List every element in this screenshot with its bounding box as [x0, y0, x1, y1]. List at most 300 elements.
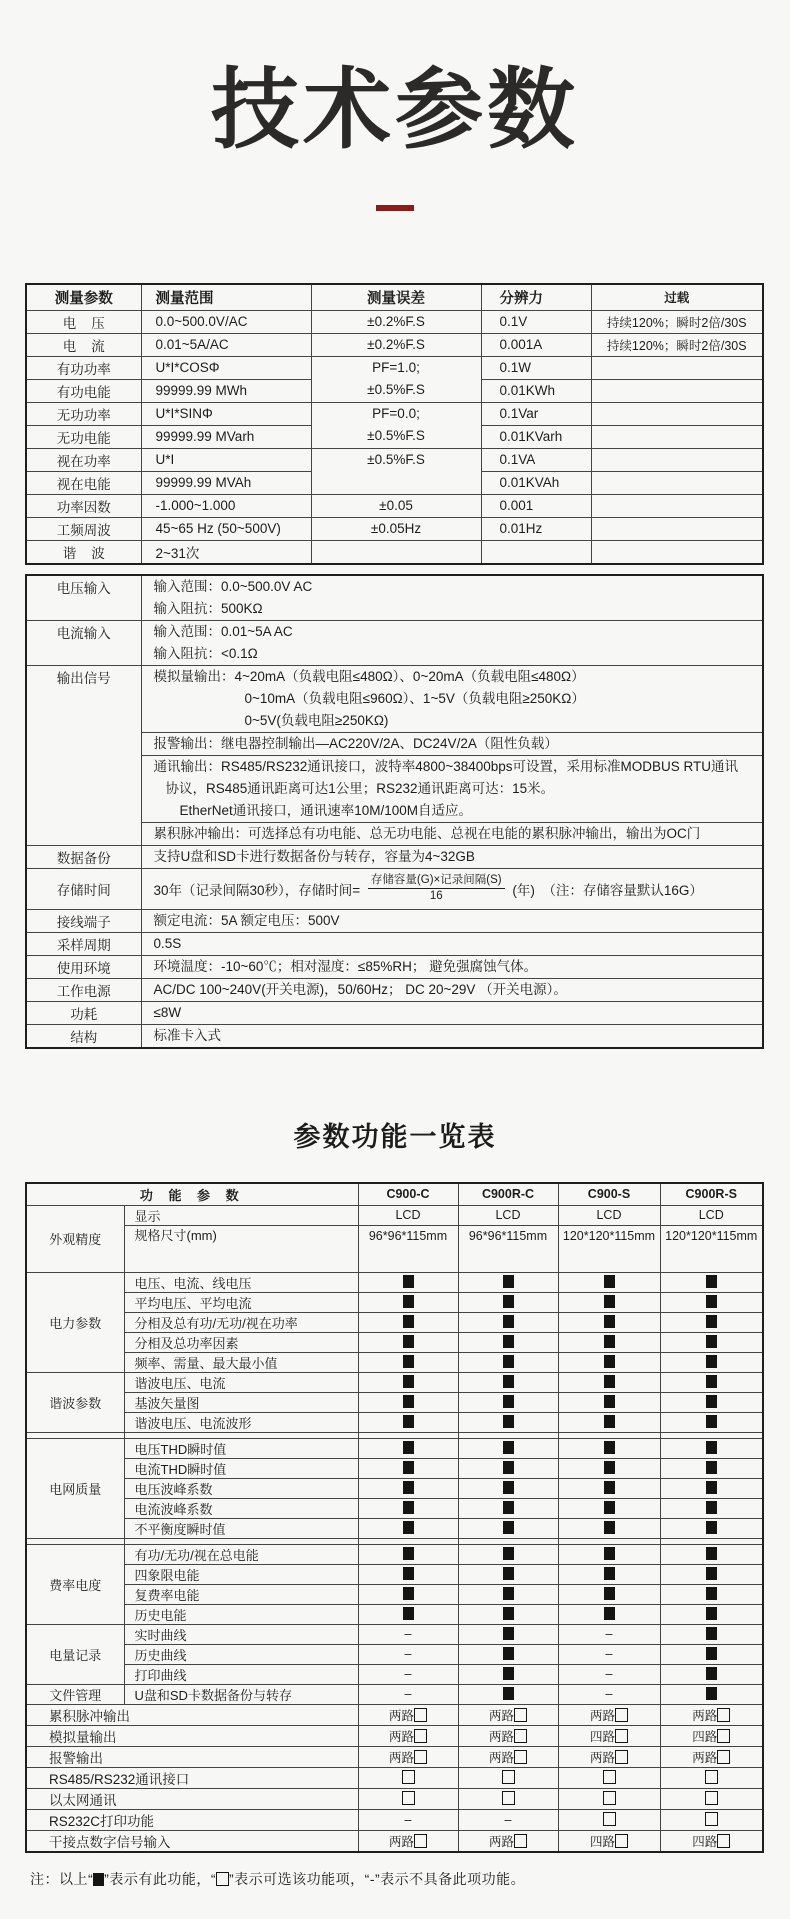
value-cell: 两路 [558, 1704, 660, 1725]
feature-label: 基波矢量图 [124, 1392, 358, 1412]
group-label: 谐波参数 [26, 1372, 124, 1432]
table-row [26, 494, 763, 517]
feature-label: 分相及总功率因素 [124, 1332, 358, 1352]
table-cell [141, 665, 763, 732]
table-row [26, 1624, 763, 1644]
table-row [26, 1412, 763, 1432]
value-cell [558, 1292, 660, 1312]
value-cell [660, 1478, 763, 1498]
filled-square-icon [503, 1607, 514, 1620]
table-row [26, 909, 763, 932]
table-cell: 工频周波 [26, 517, 141, 540]
text-line: 额定电流：5A 额定电压：500V [153, 912, 340, 928]
cell-line: PF=0.0; [372, 406, 420, 422]
value-cell [660, 1564, 763, 1584]
open-square-icon [603, 1770, 616, 1784]
table-row [26, 517, 763, 540]
filled-square-icon [706, 1647, 717, 1660]
feature-label: 复费率电能 [124, 1584, 358, 1604]
table-cell: 视在功率 [26, 448, 141, 471]
table-cell [141, 978, 763, 1001]
value-cell [458, 1624, 558, 1644]
cell-line: ±0.5%F.S [367, 428, 425, 444]
filled-square-icon [503, 1667, 514, 1680]
table-row [26, 1205, 763, 1225]
table-cell: 0.01Hz [481, 517, 591, 540]
value-cell [458, 1664, 558, 1684]
table-row [26, 1518, 763, 1538]
column-header-model: C900R-C [458, 1183, 558, 1206]
table-cell [141, 575, 763, 621]
table-row [26, 1001, 763, 1024]
feature-label: 电压波峰系数 [124, 1478, 358, 1498]
group-label: 电量记录 [26, 1624, 124, 1684]
table-cell: 无功电能 [26, 425, 141, 448]
row-label: 结构 [26, 1024, 141, 1048]
text-line: 报警输出：继电器控制输出—AC220V/2A、DC24V/2A（阻性负载） [153, 735, 558, 751]
table-cell: 0.1Var [481, 402, 591, 425]
filled-square-icon [706, 1335, 717, 1348]
filled-square-icon [604, 1355, 615, 1368]
value-cell [558, 1604, 660, 1624]
table-row [26, 1312, 763, 1332]
value-cell [558, 1372, 660, 1392]
table-row [26, 1788, 763, 1809]
filled-square-icon [604, 1375, 615, 1388]
filled-square-icon [503, 1375, 514, 1388]
value-cell [660, 1352, 763, 1372]
value-cell [558, 1518, 660, 1538]
table-row [26, 540, 763, 564]
filled-square-icon [604, 1441, 615, 1454]
filled-square-icon [706, 1521, 717, 1534]
table-cell [141, 822, 763, 845]
filled-square-icon [503, 1461, 514, 1474]
text-line: 累积脉冲输出：可选择总有功电能、总无功电能、总视在电能的累积脉冲输出，输出为OC门 [153, 825, 701, 841]
filled-square-icon [706, 1375, 717, 1388]
value-cell: 两路 [660, 1704, 763, 1725]
filled-square-icon [503, 1647, 514, 1660]
value-cell: LCD [458, 1205, 558, 1225]
table-cell [591, 425, 763, 448]
value-cell [358, 1498, 458, 1518]
table-cell [141, 620, 763, 665]
row-label: 功耗 [26, 1001, 141, 1024]
value-cell [358, 1788, 458, 1809]
filled-square-icon [706, 1295, 717, 1308]
value-cell [660, 1498, 763, 1518]
value-cell [458, 1332, 558, 1352]
column-header-model: C900-C [358, 1183, 458, 1206]
table-cell [591, 540, 763, 564]
filled-square-icon [706, 1441, 717, 1454]
table-cell: U*I [141, 448, 311, 471]
value-cell [660, 1624, 763, 1644]
value-cell [660, 1272, 763, 1292]
function-table-body [26, 1183, 763, 1852]
feature-label: 历史电能 [124, 1604, 358, 1624]
open-square-icon [414, 1834, 427, 1848]
value-cell [660, 1584, 763, 1604]
value-cell: 四路 [660, 1725, 763, 1746]
table-row [26, 932, 763, 955]
value-cell [358, 1544, 458, 1564]
table-row [26, 1392, 763, 1412]
open-square-icon [717, 1834, 730, 1848]
table-cell: 0.1W [481, 356, 591, 379]
text-line: ≤8W [153, 1004, 182, 1020]
function-overview-table [25, 1182, 764, 1853]
table-cell [141, 845, 763, 868]
value-cell: – [558, 1684, 660, 1704]
table-cell: 谐 波 [26, 540, 141, 564]
table-cell [591, 471, 763, 494]
table-row [26, 1564, 763, 1584]
value-cell [558, 1564, 660, 1584]
value-cell: 两路 [358, 1746, 458, 1767]
value-cell: 两路 [558, 1746, 660, 1767]
table-cell: 0.01KVarh [481, 425, 591, 448]
feature-label: 电压、电流、线电压 [124, 1272, 358, 1292]
feature-label: 电流波峰系数 [124, 1498, 358, 1518]
filled-square-icon [604, 1501, 615, 1514]
table-row [26, 1498, 763, 1518]
filled-square-icon [503, 1335, 514, 1348]
filled-square-icon [403, 1335, 414, 1348]
table-row [26, 1478, 763, 1498]
filled-square-icon [604, 1461, 615, 1474]
table-cell [141, 1001, 763, 1024]
filled-square-icon [403, 1521, 414, 1534]
table-row [26, 310, 763, 333]
value-cell [558, 1312, 660, 1332]
open-square-icon [414, 1750, 427, 1764]
table-row [26, 868, 763, 909]
value-cell [660, 1644, 763, 1664]
table-cell: 电 流 [26, 333, 141, 356]
table-cell [141, 932, 763, 955]
column-header: 测量范围 [141, 284, 311, 311]
filled-square-icon [403, 1275, 414, 1288]
table-header-row [26, 1183, 763, 1206]
table-row [26, 333, 763, 356]
table-row [26, 402, 763, 425]
value-cell [458, 1392, 558, 1412]
value-cell [458, 1372, 558, 1392]
value-cell: 两路 [458, 1725, 558, 1746]
filled-square-icon [706, 1275, 717, 1288]
open-square-icon [514, 1750, 527, 1764]
value-cell [358, 1312, 458, 1332]
open-square-icon [705, 1812, 718, 1826]
value-cell: 两路 [458, 1830, 558, 1852]
filled-square-icon [604, 1315, 615, 1328]
table-row [26, 955, 763, 978]
table-row [26, 1292, 763, 1312]
footnote: 注：以上“ ”表示有此功能，“ ”表示可选该功能项，“-”表示不具备此项功能。 [30, 1870, 526, 1887]
value-cell: – [358, 1684, 458, 1704]
table-row [26, 1746, 763, 1767]
value-cell [458, 1312, 558, 1332]
value-cell [458, 1584, 558, 1604]
feature-label: 模拟量输出 [26, 1725, 358, 1746]
filled-square-icon [503, 1547, 514, 1560]
value-cell: 四路 [558, 1830, 660, 1852]
filled-square-icon [503, 1567, 514, 1580]
row-label: 电压输入 [26, 575, 141, 621]
value-cell [660, 1438, 763, 1458]
table-row [26, 1664, 763, 1684]
column-header: 测量参数 [26, 284, 141, 311]
feature-label: 干接点数字信号输入 [26, 1830, 358, 1852]
filled-square-icon [403, 1481, 414, 1494]
open-square-icon [603, 1812, 616, 1826]
column-header: 分辨力 [481, 284, 591, 311]
value-cell: 两路 [660, 1746, 763, 1767]
value-cell [660, 1684, 763, 1704]
value-cell [358, 1564, 458, 1584]
feature-label: 规格尺寸(mm) [124, 1225, 358, 1272]
value-cell [558, 1332, 660, 1352]
value-cell [358, 1372, 458, 1392]
filled-square-icon [503, 1415, 514, 1428]
table-cell: 45~65 Hz (50~500V) [141, 517, 311, 540]
value-cell [358, 1332, 458, 1352]
text-line: 0~10mA（负载电阻≤960Ω）、1~5V（负载电阻≥250KΩ） [244, 690, 585, 706]
value-cell [458, 1788, 558, 1809]
group-label: 外观精度 [26, 1205, 124, 1272]
value-cell [458, 1518, 558, 1538]
filled-square-icon [403, 1547, 414, 1560]
table-cell [311, 402, 481, 448]
value-cell [558, 1498, 660, 1518]
cell-line: ±0.5%F.S [367, 452, 425, 468]
table-cell: 0.01KWh [481, 379, 591, 402]
table-row [26, 665, 763, 732]
value-cell [458, 1458, 558, 1478]
value-cell: 四路 [660, 1830, 763, 1852]
row-label: 采样周期 [26, 932, 141, 955]
feature-label: 平均电压、平均电流 [124, 1292, 358, 1312]
table-row [26, 1024, 763, 1048]
feature-label: 显示 [124, 1205, 358, 1225]
row-label: 输出信号 [26, 665, 141, 845]
table-row [26, 1809, 763, 1830]
cell-line: PF=1.0; [372, 360, 420, 376]
open-square-icon [705, 1791, 718, 1805]
value-cell: 两路 [458, 1704, 558, 1725]
open-square-icon [216, 1872, 229, 1886]
measurement-spec-table [25, 283, 764, 565]
feature-label: 不平衡度瞬时值 [124, 1518, 358, 1538]
filled-square-icon [706, 1627, 717, 1640]
formula-prefix: 30年（记录间隔30秒），存储时间= [153, 882, 364, 898]
table-cell: 电 压 [26, 310, 141, 333]
open-square-icon [514, 1729, 527, 1743]
cell-line [312, 471, 481, 493]
filled-square-icon [403, 1295, 414, 1308]
table-cell: 0.0~500.0V/AC [141, 310, 311, 333]
table-cell [141, 909, 763, 932]
value-cell [660, 1458, 763, 1478]
value-cell [458, 1412, 558, 1432]
text-line: 0.5S [153, 935, 182, 951]
value-cell [558, 1788, 660, 1809]
table-cell [591, 356, 763, 379]
value-cell [458, 1564, 558, 1584]
value-cell [660, 1332, 763, 1352]
filled-square-icon [403, 1587, 414, 1600]
table-cell: U*I*COSΦ [141, 356, 311, 379]
cell-line: ±0.5%F.S [367, 382, 425, 398]
filled-square-icon [503, 1481, 514, 1494]
filled-square-icon [604, 1295, 615, 1308]
value-cell: – [558, 1664, 660, 1684]
table-row [26, 1438, 763, 1458]
feature-label: 历史曲线 [124, 1644, 358, 1664]
value-cell [660, 1312, 763, 1332]
value-cell [660, 1372, 763, 1392]
filled-square-icon [604, 1607, 615, 1620]
value-cell: 两路 [458, 1746, 558, 1767]
open-square-icon [717, 1708, 730, 1722]
row-label: 数据备份 [26, 845, 141, 868]
column-header-model: C900-S [558, 1183, 660, 1206]
filled-square-icon [706, 1667, 717, 1680]
io-table-body [26, 575, 763, 1048]
filled-square-icon [403, 1315, 414, 1328]
io-spec-table [25, 574, 764, 1049]
feature-label: 谐波电压、电流 [124, 1372, 358, 1392]
table-cell [311, 448, 481, 494]
table-cell: 0.1VA [481, 448, 591, 471]
value-cell: 两路 [358, 1704, 458, 1725]
column-header: 过载 [591, 284, 763, 311]
filled-square-icon [503, 1687, 514, 1700]
feature-label: 分相及总有功/无功/视在功率 [124, 1312, 358, 1332]
fraction [368, 873, 505, 904]
value-cell [660, 1767, 763, 1788]
value-cell: LCD [660, 1205, 763, 1225]
value-cell [558, 1352, 660, 1372]
filled-square-icon [706, 1395, 717, 1408]
filled-square-icon [706, 1547, 717, 1560]
table-row [26, 620, 763, 665]
table-cell: 99999.99 MVAh [141, 471, 311, 494]
filled-square-icon [403, 1501, 414, 1514]
fraction-numerator: 存储容量(G)×记录间隔(S) [368, 873, 505, 889]
filled-square-icon [706, 1461, 717, 1474]
value-cell [660, 1604, 763, 1624]
text-line: 协议，RS485通讯距离可达1公里；RS232通讯距离可达：15米。 [165, 780, 555, 796]
open-square-icon [615, 1729, 628, 1743]
value-cell [358, 1392, 458, 1412]
value-cell: – [358, 1624, 458, 1644]
value-cell: – [458, 1809, 558, 1830]
filled-square-icon [503, 1275, 514, 1288]
table-row [26, 1830, 763, 1852]
open-square-icon [414, 1708, 427, 1722]
value-cell [558, 1458, 660, 1478]
value-cell [458, 1292, 558, 1312]
table-cell [591, 402, 763, 425]
table-row [26, 1372, 763, 1392]
filled-square-icon [403, 1441, 414, 1454]
filled-square-icon [604, 1521, 615, 1534]
text-line: 输入阻抗：500KΩ [153, 600, 263, 616]
feature-label: 打印曲线 [124, 1664, 358, 1684]
table-cell: 99999.99 MWh [141, 379, 311, 402]
value-cell [660, 1809, 763, 1830]
value-cell [458, 1478, 558, 1498]
filled-square-icon [706, 1587, 717, 1600]
table-cell [311, 356, 481, 402]
filled-square-icon [503, 1501, 514, 1514]
table-cell: 视在电能 [26, 471, 141, 494]
filled-square-icon [604, 1587, 615, 1600]
filled-square-icon [403, 1395, 414, 1408]
value-cell [660, 1518, 763, 1538]
value-cell [558, 1438, 660, 1458]
value-cell [458, 1352, 558, 1372]
table-row [26, 575, 763, 621]
value-cell [558, 1584, 660, 1604]
filled-square-icon [503, 1627, 514, 1640]
row-label: 工作电源 [26, 978, 141, 1001]
table-header-row [26, 284, 763, 311]
value-cell [558, 1412, 660, 1432]
feature-label: 报警输出 [26, 1746, 358, 1767]
filled-square-icon [403, 1415, 414, 1428]
feature-label: 谐波电压、电流波形 [124, 1412, 358, 1432]
filled-square-icon [706, 1315, 717, 1328]
table-cell [481, 540, 591, 564]
text-line: 0~5V(负载电阻≥250KΩ) [244, 712, 389, 728]
value-cell [660, 1788, 763, 1809]
filled-square-icon [604, 1481, 615, 1494]
table-cell: 0.001 [481, 494, 591, 517]
value-cell [660, 1392, 763, 1412]
table-row [26, 448, 763, 471]
filled-square-icon [503, 1295, 514, 1308]
table-row [26, 1544, 763, 1564]
table-cell: 0.001A [481, 333, 591, 356]
value-cell: – [558, 1644, 660, 1664]
feature-label: 频率、需量、最大最小值 [124, 1352, 358, 1372]
filled-square-icon [503, 1355, 514, 1368]
value-cell: 120*120*115mm [660, 1225, 763, 1272]
open-square-icon [514, 1708, 527, 1722]
value-cell [358, 1272, 458, 1292]
open-square-icon [705, 1770, 718, 1784]
filled-square-icon [503, 1441, 514, 1454]
table-row [26, 1225, 763, 1272]
filled-square-icon [604, 1395, 615, 1408]
table-row [26, 1644, 763, 1664]
open-square-icon [615, 1750, 628, 1764]
value-cell: 四路 [558, 1725, 660, 1746]
filled-square-icon [403, 1355, 414, 1368]
text-line: 输入阻抗：<0.1Ω [153, 645, 258, 661]
fraction-denominator: 16 [429, 890, 443, 903]
filled-square-icon [706, 1481, 717, 1494]
table-cell: U*I*SINΦ [141, 402, 311, 425]
column-header: 功 能 参 数 [26, 1183, 358, 1206]
group-label: 文件管理 [26, 1684, 124, 1704]
filled-square-icon [604, 1335, 615, 1348]
value-cell [358, 1518, 458, 1538]
table-row [26, 1584, 763, 1604]
